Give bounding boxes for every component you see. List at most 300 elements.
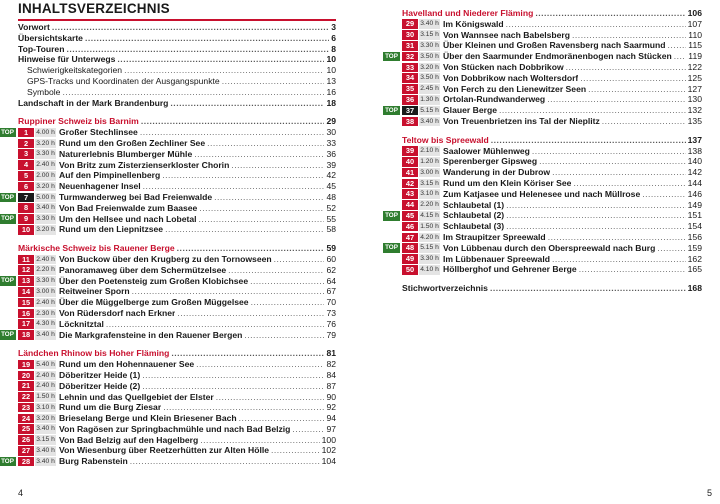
tour-number: 43 [402, 189, 418, 199]
tour-title: Von Ragösen zur Springbachmühle und nach Bad Belzig [59, 423, 291, 434]
tour-number: 20 [18, 371, 34, 381]
leader-dots [292, 424, 324, 435]
leader-dots [657, 243, 685, 254]
tour-entry[interactable] [18, 392, 336, 403]
tour-page: 151 [687, 210, 702, 221]
tour-number: 28 [18, 457, 34, 467]
leader-dots [491, 135, 686, 146]
tour-entry[interactable] [18, 370, 336, 381]
leader-dots [62, 87, 324, 98]
leader-dots [207, 138, 324, 149]
tour-duration: 2.40 h [36, 255, 55, 263]
tour-duration: 3.40 h [420, 117, 439, 125]
tour-page: 104 [321, 456, 336, 467]
tour-duration: 4.00 h [36, 128, 55, 136]
leader-dots [130, 456, 320, 467]
tour-page: 79 [326, 329, 336, 340]
toc-entry[interactable] [18, 22, 336, 33]
tour-number: 48 [402, 243, 418, 253]
tour-entry[interactable] [402, 73, 702, 84]
top-tour-badge: TOP [0, 330, 16, 340]
top-tour-badge: TOP [0, 457, 16, 467]
entry-label: Übersichtskarte [18, 32, 83, 43]
tour-title: Großer Stechlinsee [59, 127, 138, 138]
tour-duration: 2.40 h [36, 298, 55, 306]
tour-title: Im Königswald [443, 18, 504, 29]
leader-dots [52, 22, 329, 33]
tour-entry[interactable] [18, 308, 336, 319]
tour-entry[interactable] [18, 265, 336, 276]
tour-page: 62 [326, 264, 336, 275]
leader-dots [142, 381, 324, 392]
tour-entry[interactable] [18, 445, 336, 456]
top-tour-badge: TOP [383, 52, 400, 62]
index-page: 168 [687, 283, 702, 294]
tour-page: 127 [687, 83, 702, 94]
top-tour-badge: TOP [0, 214, 16, 224]
tour-title: Rund um den Liepnitzsee [59, 224, 164, 235]
entry-page: 16 [326, 86, 336, 97]
leader-dots [532, 146, 686, 157]
tour-entry[interactable] [18, 224, 336, 235]
top-tour-badge: TOP [383, 211, 400, 221]
leader-dots [602, 116, 686, 127]
tour-page: 76 [326, 318, 336, 329]
tour-page: 64 [326, 275, 336, 286]
tour-number: 18 [18, 330, 34, 340]
leader-dots [194, 149, 324, 160]
leader-dots [177, 308, 324, 319]
leader-dots [196, 359, 324, 370]
tour-page: 140 [687, 156, 702, 167]
tour-entry[interactable] [402, 19, 702, 30]
tour-duration: 4.15 h [420, 211, 439, 219]
tour-title: Von Buckow über den Krugberg zu den Tornowseen [59, 253, 272, 264]
tour-number: 42 [402, 179, 418, 189]
tour-title: Burg Rabenstein [59, 456, 128, 467]
entry-page: 10 [326, 65, 336, 76]
tour-duration: 5.15 h [420, 244, 439, 252]
leader-dots [141, 116, 325, 127]
tour-entry[interactable] [18, 424, 336, 435]
tour-number: 38 [402, 117, 418, 127]
tour-title: Rund um den Hohennauener See [59, 359, 195, 370]
region-name: Märkische Schweiz bis Rauener Berge [18, 243, 175, 254]
tour-title: Von Wannsee nach Babelsberg [443, 29, 571, 40]
tour-duration: 2.45 h [420, 85, 439, 93]
tour-page: 156 [687, 231, 702, 242]
region-page: 137 [687, 134, 702, 145]
tour-page: 67 [326, 286, 336, 297]
tour-number: 24 [18, 414, 34, 424]
toc-entry[interactable] [18, 98, 336, 109]
region-heading[interactable] [402, 135, 702, 146]
leader-dots [117, 54, 324, 65]
tour-number: 6 [18, 182, 34, 192]
tour-page: 82 [326, 359, 336, 370]
tour-title: Um den Hellsee und nach Lobetal [59, 213, 197, 224]
leader-dots [251, 297, 325, 308]
tour-entry[interactable] [402, 40, 702, 51]
tour-number: 7 [18, 193, 34, 203]
tour-entry[interactable] [402, 254, 702, 265]
tour-number: 8 [18, 203, 34, 213]
leader-dots [171, 348, 324, 359]
tour-entry[interactable] [385, 242, 702, 254]
page-number-left: 4 [18, 488, 24, 498]
tour-title: Über den Poetensteig zum Großen Klobichsee [59, 275, 249, 286]
tour-title: Von Bad Belzig auf den Hagelberg [59, 434, 199, 445]
tour-entry[interactable] [402, 156, 702, 167]
tour-title: Rund um den Klein Köriser See [443, 177, 572, 188]
tour-title: Über den Saarmunder Endmoränenbogen nach Stücken [443, 51, 672, 62]
tour-number: 35 [402, 84, 418, 94]
tour-entry[interactable] [18, 359, 336, 370]
tour-page: 119 [688, 51, 702, 62]
tour-number: 44 [402, 200, 418, 210]
leader-dots [506, 221, 686, 232]
tour-title: Döberitzer Heide (2) [59, 380, 141, 391]
tour-page: 100 [321, 434, 336, 445]
tour-title: Saalower Mühlenweg [443, 145, 530, 156]
top-tour-badge: TOP [383, 243, 400, 253]
tour-duration: 3.50 h [420, 74, 439, 82]
leader-dots [222, 76, 325, 87]
tour-title: Glauer Berge [443, 105, 497, 116]
leader-dots [239, 413, 325, 424]
tour-number: 41 [402, 168, 418, 178]
leader-dots [85, 33, 329, 44]
tour-number: 19 [18, 360, 34, 370]
tour-entry[interactable] [402, 232, 702, 243]
tour-duration: 4.20 h [420, 233, 439, 241]
tour-title: Ortolan-Rundwanderweg [443, 94, 546, 105]
tour-number: 31 [402, 41, 418, 51]
tour-page: 149 [687, 199, 702, 210]
tour-page: 135 [687, 115, 702, 126]
leader-dots [566, 62, 686, 73]
top-tour-badge: TOP [383, 106, 400, 116]
tour-entry[interactable] [1, 191, 336, 203]
entry-page: 10 [326, 54, 336, 65]
tour-duration: 1.30 h [420, 95, 439, 103]
tour-entry[interactable] [402, 116, 702, 127]
tour-entry[interactable] [18, 297, 336, 308]
tour-duration: 5.00 h [36, 193, 55, 201]
leader-dots [506, 19, 686, 30]
tour-title: Von Lübbenau durch den Oberspreewald nach Burg [443, 242, 656, 253]
leader-dots [162, 170, 324, 181]
tour-title: Sperenberger Gipsweg [443, 156, 538, 167]
tour-number: 12 [18, 265, 34, 275]
region-heading[interactable] [18, 348, 336, 359]
tour-page: 132 [687, 105, 702, 116]
tour-number: 15 [18, 298, 34, 308]
tour-duration: 3.40 h [36, 447, 55, 455]
tour-duration: 2.40 h [36, 382, 55, 390]
tour-entry[interactable] [1, 456, 336, 467]
tour-duration: 2.20 h [36, 266, 55, 274]
tour-entry[interactable] [18, 254, 336, 265]
tour-duration: 3.40 h [36, 331, 55, 339]
tour-title: Die Markgrafensteine in den Rauener Bergen [59, 329, 243, 340]
tour-entry[interactable] [402, 264, 702, 275]
toc-column-right [385, 0, 702, 294]
tour-page: 142 [687, 167, 702, 178]
title-underline [18, 19, 336, 21]
tour-number: 37 [402, 106, 418, 116]
leader-dots [506, 210, 686, 221]
tour-page: 115 [688, 40, 702, 51]
tour-entry[interactable] [18, 149, 336, 160]
tour-page: 159 [687, 242, 702, 253]
leader-dots [552, 167, 686, 178]
leader-dots [200, 435, 319, 446]
tour-entry[interactable] [385, 210, 702, 221]
tour-duration: 2.10 h [420, 147, 439, 155]
tour-title: Höllberghof und Gehrener Berge [443, 264, 577, 275]
tour-page: 30 [326, 127, 336, 138]
leader-dots [106, 319, 325, 330]
tour-title: Im Lübbenauer Spreewald [443, 253, 550, 264]
tour-duration: 3.20 h [36, 225, 55, 233]
leader-dots [573, 178, 685, 189]
tour-page: 130 [687, 94, 702, 105]
tour-number: 45 [402, 211, 418, 221]
tour-entry[interactable] [1, 213, 336, 225]
tour-page: 84 [326, 369, 336, 380]
leader-dots [588, 84, 686, 95]
tour-page: 33 [326, 137, 336, 148]
tour-page: 92 [326, 402, 336, 413]
entry-page: 3 [331, 22, 336, 32]
entry-page: 13 [326, 75, 336, 86]
tour-number: 34 [402, 73, 418, 83]
toc-entry[interactable] [18, 87, 336, 98]
toc-entry[interactable] [18, 76, 336, 87]
tour-number: 3 [18, 149, 34, 159]
region-heading[interactable] [18, 243, 336, 254]
tour-title: Naturerlebnis Blumberger Mühle [59, 148, 193, 159]
leader-dots [552, 254, 686, 265]
tour-page: 39 [326, 159, 336, 170]
leader-dots [124, 65, 324, 76]
region-heading[interactable] [402, 8, 702, 19]
tour-duration: 3.30 h [420, 255, 439, 263]
tour-number: 36 [402, 95, 418, 105]
tour-number: 50 [402, 265, 418, 275]
tour-entry[interactable] [18, 381, 336, 392]
tour-entry[interactable] [402, 167, 702, 178]
leader-dots [506, 200, 686, 211]
tour-title: Reitweiner Sporn [59, 286, 130, 297]
tour-entry[interactable] [18, 138, 336, 149]
tour-page: 125 [687, 72, 702, 83]
tour-title: Von Rüdersdorf nach Erkner [59, 307, 176, 318]
tour-title: Über Kleinen und Großen Ravensberg nach Saarmund [443, 40, 666, 51]
tour-duration: 1.50 h [36, 393, 55, 401]
tour-page: 60 [326, 253, 336, 264]
tour-duration: 3.40 h [36, 425, 55, 433]
tour-entry[interactable] [18, 181, 336, 192]
tour-title: Neuenhagener Insel [59, 181, 141, 192]
tour-duration: 2.00 h [36, 171, 55, 179]
tour-page: 122 [687, 61, 702, 72]
leader-dots [142, 370, 324, 381]
tour-entry[interactable] [402, 84, 702, 95]
tour-entry[interactable] [18, 286, 336, 297]
tour-entry[interactable] [1, 329, 336, 341]
leader-dots [140, 127, 325, 138]
toc-title: INHALTSVERZEICHNIS [18, 1, 170, 16]
leader-dots [244, 330, 324, 341]
leader-dots [668, 40, 687, 51]
leader-dots [170, 98, 324, 109]
tour-entry[interactable] [18, 319, 336, 330]
tour-number: 46 [402, 222, 418, 232]
region-page: 106 [687, 8, 702, 18]
region-page: 59 [326, 243, 336, 254]
tour-entry[interactable] [402, 94, 702, 105]
tour-entry[interactable] [385, 105, 702, 116]
tour-entry[interactable] [18, 435, 336, 446]
right-regions [385, 0, 702, 275]
tour-number: 4 [18, 160, 34, 170]
tour-number: 10 [18, 225, 34, 235]
tour-duration: 3.30 h [36, 277, 55, 285]
entry-page: 18 [326, 97, 336, 108]
tour-number: 27 [18, 446, 34, 456]
leader-dots [250, 276, 324, 287]
tour-duration: 3.40 h [36, 204, 55, 212]
tour-page: 52 [326, 202, 336, 213]
index-entry[interactable] [402, 283, 702, 294]
leader-dots [228, 265, 324, 276]
page-number-right: 5 [706, 488, 712, 498]
tour-number: 25 [18, 424, 34, 434]
tour-number: 40 [402, 157, 418, 167]
tour-entry[interactable] [18, 170, 336, 181]
tour-number: 30 [402, 30, 418, 40]
tour-title: Von Dobbrikow nach Woltersdorf [443, 72, 579, 83]
tour-title: Lehnin und das Quellgebiet der Elster [59, 391, 214, 402]
tour-entry[interactable] [1, 127, 336, 138]
top-tour-badge: TOP [0, 128, 16, 138]
tour-page: 138 [687, 145, 702, 156]
toc-entry[interactable] [18, 65, 336, 76]
tour-entry[interactable] [1, 275, 336, 287]
tour-entry[interactable] [18, 160, 336, 171]
top-tour-badge: TOP [0, 276, 16, 286]
tour-entry[interactable] [402, 221, 702, 232]
tour-title: Über die Müggelberge zum Großen Müggelsee [59, 297, 249, 308]
tour-number: 16 [18, 309, 34, 319]
tour-duration: 3.15 h [420, 179, 439, 187]
leader-dots [165, 224, 324, 235]
region-heading[interactable] [18, 116, 336, 127]
tour-page: 144 [687, 177, 702, 188]
tour-duration: 3.50 h [420, 52, 439, 60]
tour-page: 102 [321, 445, 336, 456]
toc-entry[interactable] [18, 54, 336, 65]
entry-label: Symbole [27, 86, 61, 97]
leader-dots [579, 264, 686, 275]
region-name: Ruppiner Schweiz bis Barnim [18, 116, 139, 127]
tour-number: 21 [18, 381, 34, 391]
region-name: Havelland und Niederer Fläming [402, 8, 534, 18]
tour-entry[interactable] [18, 402, 336, 413]
leader-dots [539, 156, 686, 167]
tour-title: Zum Katjasee und Helenesee und nach Müllrose [443, 188, 641, 199]
tour-duration: 4.30 h [36, 320, 55, 328]
tour-entry[interactable] [385, 51, 702, 62]
toc-entry[interactable] [18, 44, 336, 55]
tour-number: 23 [18, 403, 34, 413]
tour-title: Rund um die Burg Ziesar [59, 402, 162, 413]
leader-dots [143, 181, 325, 192]
tour-page: 110 [688, 29, 702, 40]
tour-number: 39 [402, 146, 418, 156]
tour-entry[interactable] [18, 413, 336, 424]
tour-entry[interactable] [402, 200, 702, 211]
tour-entry[interactable] [18, 203, 336, 214]
tour-title: Von Ferch zu den Lienewitzer Seen [443, 83, 587, 94]
tour-duration: 3.20 h [420, 63, 439, 71]
tour-duration: 3.00 h [420, 168, 439, 176]
tour-number: 11 [18, 255, 34, 265]
toc-entry[interactable] [18, 33, 336, 44]
tour-number: 14 [18, 287, 34, 297]
entry-page: 8 [331, 43, 336, 54]
tour-page: 165 [687, 264, 702, 275]
tour-number: 2 [18, 139, 34, 149]
entry-label: Vorwort [18, 22, 50, 32]
tour-duration: 3.10 h [36, 403, 55, 411]
tour-entry[interactable] [402, 178, 702, 189]
leader-dots [642, 189, 685, 200]
top-tour-badge: TOP [0, 193, 16, 203]
leader-dots [499, 105, 686, 116]
tour-entry[interactable] [402, 146, 702, 157]
tour-page: 73 [326, 307, 336, 318]
tour-page: 162 [687, 253, 702, 264]
leader-dots [216, 392, 325, 403]
tour-entry[interactable] [402, 30, 702, 41]
leader-dots [490, 283, 686, 294]
leader-dots [548, 232, 686, 243]
leader-dots [535, 8, 685, 19]
tour-title: Schlaubetal (2) [443, 210, 505, 221]
leader-dots [163, 402, 324, 413]
tour-page: 70 [326, 297, 336, 308]
tour-number: 5 [18, 171, 34, 181]
tour-title: Von Wiesenburg über Reetzerhütten zur Alten Hölle [59, 445, 270, 456]
tour-page: 87 [326, 380, 336, 391]
leader-dots [572, 30, 686, 41]
tour-duration: 1.20 h [420, 157, 439, 165]
tour-number: 29 [402, 19, 418, 29]
tour-number: 49 [402, 254, 418, 264]
tour-duration: 5.15 h [420, 106, 439, 114]
tour-page: 107 [687, 18, 702, 29]
tour-entry[interactable] [402, 189, 702, 200]
tour-duration: 4.10 h [420, 265, 439, 273]
tour-duration: 3.30 h [36, 215, 55, 223]
tour-entry[interactable] [402, 62, 702, 73]
tour-page: 90 [326, 391, 336, 402]
tour-title: Auf den Pimpinellenberg [59, 170, 161, 181]
tour-title: Brieselang Berge und Klein Briesener Bach [59, 413, 237, 424]
